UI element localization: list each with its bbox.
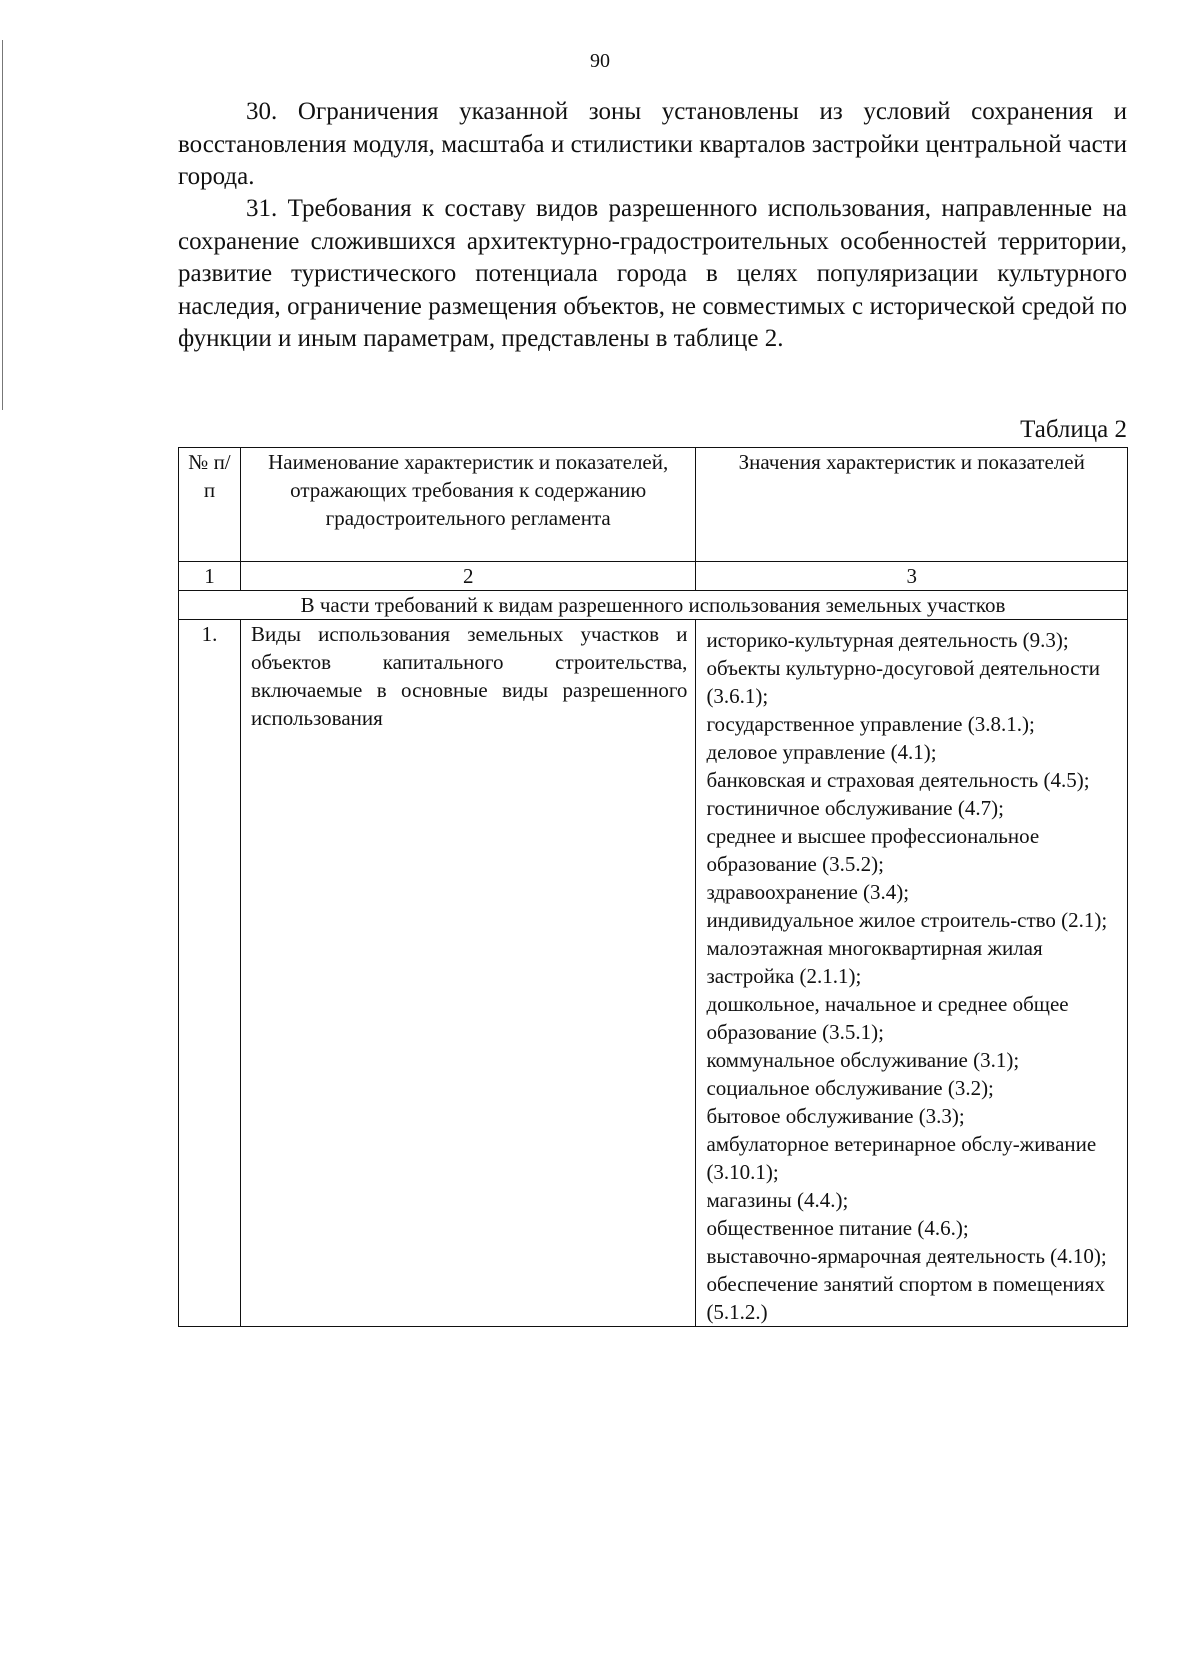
value-item: гостиничное обслуживание (4.7); [706, 796, 1004, 820]
value-item: общественное питание (4.6.); [706, 1216, 969, 1240]
row-number: 1. [179, 620, 241, 1327]
value-item: выставочно-ярмарочная деятельность (4.10); [706, 1244, 1107, 1268]
scan-edge-mark [2, 40, 3, 410]
value-item: магазины (4.4.); [706, 1188, 849, 1212]
row-name: Виды использования земельных участков и объектов капитального строительства, включаемые в основные виды разрешенного использования [240, 620, 696, 1327]
value-item: социальное обслуживание (3.2); [706, 1076, 994, 1100]
value-item: обеспечение занятий спортом в помещениях (5.1.2.) [706, 1272, 1105, 1324]
value-item: коммунальное обслуживание (3.1); [706, 1048, 1020, 1072]
value-item: деловое управление (4.1); [706, 740, 937, 764]
value-item: среднее и высшее профессиональное образование (3.5.2); [706, 824, 1040, 876]
column-number-1: 1 [179, 562, 241, 591]
value-item: индивидуальное жилое строитель-ство (2.1); [706, 908, 1108, 932]
value-item: амбулаторное ветеринарное обслу-живание (3.10.1); [706, 1132, 1097, 1184]
value-item: государственное управление (3.8.1.); [706, 712, 1035, 736]
column-number-row [179, 562, 1128, 591]
row-values [696, 620, 1128, 1327]
value-item: банковская и страховая деятельность (4.5); [706, 768, 1090, 792]
value-item: историко-культурная деятельность (9.3); [706, 628, 1069, 652]
header-name: Наименование характеристик и показателей, отражающих требования к содержанию градостроительного регламента [240, 448, 696, 562]
table-header-row [179, 448, 1128, 562]
value-item: объекты культурно-досуговой деятельности (3.6.1); [706, 656, 1100, 708]
column-number-3: 3 [696, 562, 1128, 591]
page-number: 90 [590, 50, 610, 72]
column-number-2: 2 [240, 562, 696, 591]
section-title: В части требований к видам разрешенного использования земельных участков [179, 591, 1128, 620]
value-item: дошкольное, начальное и среднее общее образование (3.5.1); [706, 992, 1069, 1044]
requirements-table [178, 447, 1128, 1327]
value-item: бытовое обслуживание (3.3); [706, 1104, 965, 1128]
section-row [179, 591, 1128, 620]
table-row [179, 620, 1128, 1327]
table-caption: Таблица 2 [1020, 416, 1127, 443]
paragraph-31: 31. Требования к составу видов разрешенного использования, направленные на сохранение сложившихся архитектурно-градостроительных особенностей территории, развитие туристического потенциала города в целях популяризации культурного наследия, ограничение размещения объектов, не совместимых с исторической средой по функции и иным параметрам, представлены в таблице 2. [178, 195, 1127, 352]
value-item: малоэтажная многоквартирная жилая застройка (2.1.1); [706, 936, 1043, 988]
header-number: № п/п [179, 448, 241, 562]
value-item: здравоохранение (3.4); [706, 880, 910, 904]
header-values: Значения характеристик и показателей [696, 448, 1128, 562]
paragraph-30: 30. Ограничения указанной зоны установлены из условий сохранения и восстановления модуля, масштаба и стилистики кварталов застройки центральной части города. [178, 98, 1127, 190]
